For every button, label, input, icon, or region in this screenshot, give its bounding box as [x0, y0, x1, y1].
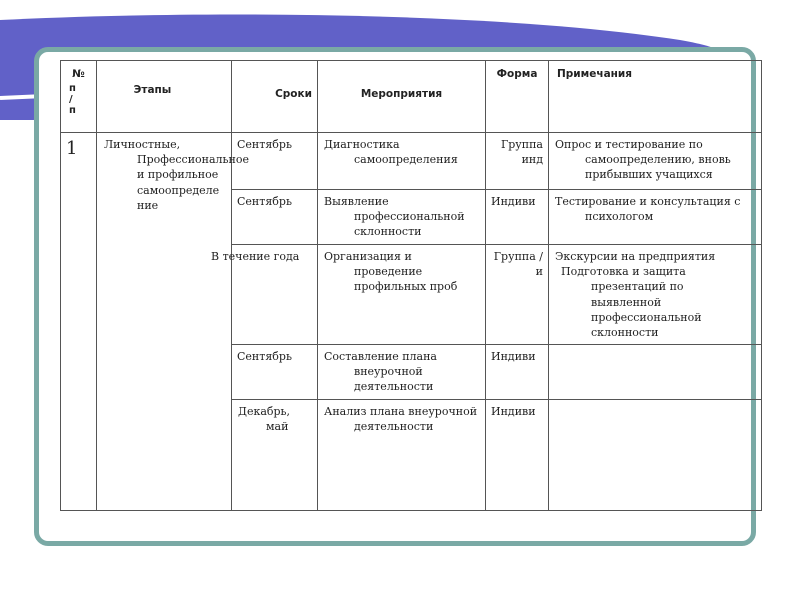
header-pp: п / п [69, 83, 76, 116]
term-cell: В течение года [232, 245, 318, 345]
event-cell: Составление плана внеурочной деятельности [318, 345, 486, 400]
form-cell: Индиви [486, 345, 549, 400]
form-cell: Индиви [486, 399, 549, 510]
term-cell: Декабрь, май [232, 399, 318, 510]
form-cell: Группа инд [486, 133, 549, 190]
stage-cell: Личностные, Профессиональное и профильное самоопределе ние [97, 133, 232, 511]
header-notes: Примечания [549, 61, 762, 133]
event-cell: Анализ плана внеурочной деятельности [318, 399, 486, 510]
term-cell: Сентябрь [232, 190, 318, 245]
header-stages: п / п Этапы [97, 61, 232, 133]
header-events: Мероприятия [318, 61, 486, 133]
term-cell: Сентябрь [232, 345, 318, 400]
event-cell: Диагностика самоопределения [318, 133, 486, 190]
plan-table [60, 60, 762, 511]
header-form: Форма [486, 61, 549, 133]
note-line: Подготовка и защита презентаций по выявленной профессиональной склонности [561, 265, 702, 339]
table-row [61, 133, 762, 190]
event-cell: Организация и проведение профильных проб [318, 245, 486, 345]
header-number: № [61, 61, 97, 133]
table-header-row [61, 61, 762, 133]
note-line: Экскурсии на предприятия [555, 250, 716, 263]
event-cell: Выявление профессиональной склонности [318, 190, 486, 245]
row-number: 1 [61, 133, 97, 511]
note-cell: Опрос и тестирование по самоопределению, вновь прибывших учащихся [549, 133, 762, 190]
note-cell [549, 399, 762, 510]
note-cell [549, 245, 762, 345]
note-cell [549, 345, 762, 400]
form-cell: Индиви [486, 190, 549, 245]
term-cell: Сентябрь [232, 133, 318, 190]
note-cell: Тестирование и консультация с психологом [549, 190, 762, 245]
header-terms: Сроки [232, 61, 318, 133]
form-cell: Группа / и [486, 245, 549, 345]
